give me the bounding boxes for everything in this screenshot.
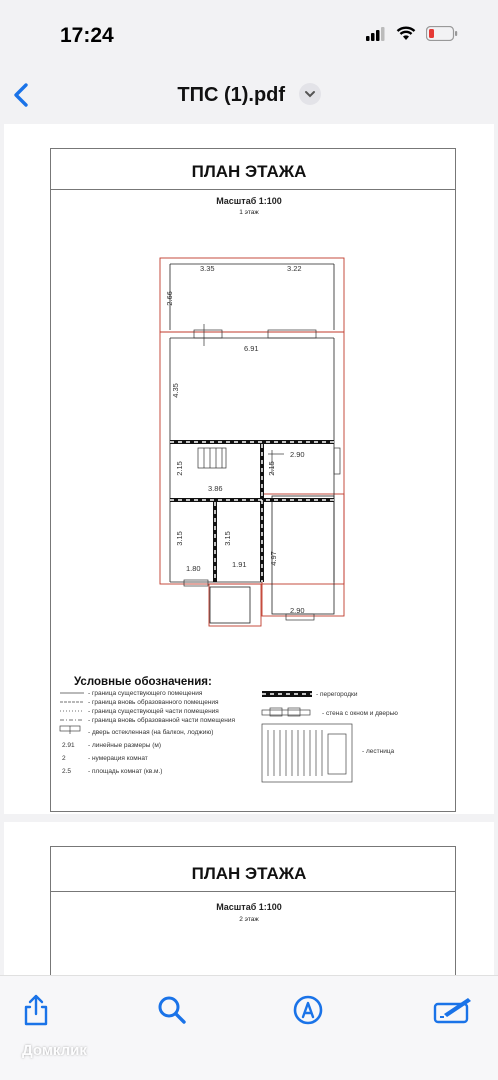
status-icons xyxy=(366,26,458,41)
pdf-page-2 xyxy=(4,822,494,975)
share-button[interactable] xyxy=(18,992,54,1028)
dim-label: 3.35 xyxy=(200,264,215,273)
signal-icon xyxy=(366,27,386,41)
dim-label: 2.90 xyxy=(290,450,305,459)
legend-item: - граница вновь образованной части помещения xyxy=(88,717,235,724)
legend-stairs-sample xyxy=(262,724,352,782)
legend-item: - площадь комнат (кв.м.) xyxy=(88,768,163,775)
plan-floor: 2 этаж xyxy=(239,916,259,923)
legend-item: - перегородки xyxy=(316,691,358,698)
nav-bar xyxy=(0,70,498,122)
plan-floor: 1 этаж xyxy=(239,209,259,216)
markup-icon xyxy=(290,992,326,1028)
document-title-control[interactable] xyxy=(0,84,498,107)
legend-item: - граница существующего помещения xyxy=(88,690,203,697)
dim-label: 6.91 xyxy=(244,344,259,353)
chevron-down-icon[interactable] xyxy=(299,83,321,105)
edit-icon xyxy=(432,992,474,1028)
dim-label: 1.91 xyxy=(232,560,247,569)
legend-item: - нумерация комнат xyxy=(88,755,148,762)
watermark: Домклик xyxy=(22,1042,87,1059)
legend-item: - лестница xyxy=(362,748,395,755)
dim-label: 2.90 xyxy=(290,606,305,615)
dim-label: 3.86 xyxy=(208,484,223,493)
legend-sample: 2 xyxy=(62,755,66,762)
bottom-toolbar xyxy=(0,975,498,1080)
document-title: ТПС (1).pdf xyxy=(177,84,286,106)
edit-button[interactable] xyxy=(432,992,474,1028)
plan-scale: Масштаб 1:100 xyxy=(216,196,282,206)
battery-icon xyxy=(426,26,458,41)
search-icon xyxy=(154,992,190,1028)
legend-item: - граница вновь образованного помещения xyxy=(88,699,219,706)
dim-label: 3.15 xyxy=(222,531,232,546)
plan-scale: Масштаб 1:100 xyxy=(216,902,282,912)
dim-label: 1.80 xyxy=(186,564,201,573)
dim-label: 2.66 xyxy=(164,291,174,306)
legend-samples xyxy=(4,124,494,814)
wifi-icon xyxy=(396,26,416,41)
markup-button[interactable] xyxy=(290,992,326,1028)
dim-label: 4.97 xyxy=(268,551,278,566)
dim-label: 2.15 xyxy=(174,461,184,476)
dim-label: 3.22 xyxy=(287,264,302,273)
dim-label: 2.15 xyxy=(266,461,276,476)
plan-title: ПЛАН ЭТАЖА xyxy=(191,864,307,883)
legend-item: - дверь остекленная (на балкон, лоджию) xyxy=(88,729,214,736)
plan-title: ПЛАН ЭТАЖА xyxy=(191,162,307,181)
legend-sample: 2.91 xyxy=(62,742,75,749)
status-time: 17:24 xyxy=(60,24,114,47)
legend-item: - линейные размеры (м) xyxy=(88,742,162,749)
legend-sample: 2.5 xyxy=(62,768,72,775)
dim-label: 3.15 xyxy=(174,531,184,546)
search-button[interactable] xyxy=(154,992,190,1028)
legend-item: - стена с окном и дверью xyxy=(322,710,398,717)
pdf-page-1 xyxy=(4,124,494,814)
legend-title: Условные обозначения: xyxy=(74,676,212,688)
legend-item: - граница существующей части помещения xyxy=(88,708,219,715)
dim-label: 4.35 xyxy=(170,383,180,398)
share-icon xyxy=(18,992,54,1028)
status-bar xyxy=(0,0,498,70)
legend-partition xyxy=(262,691,312,697)
